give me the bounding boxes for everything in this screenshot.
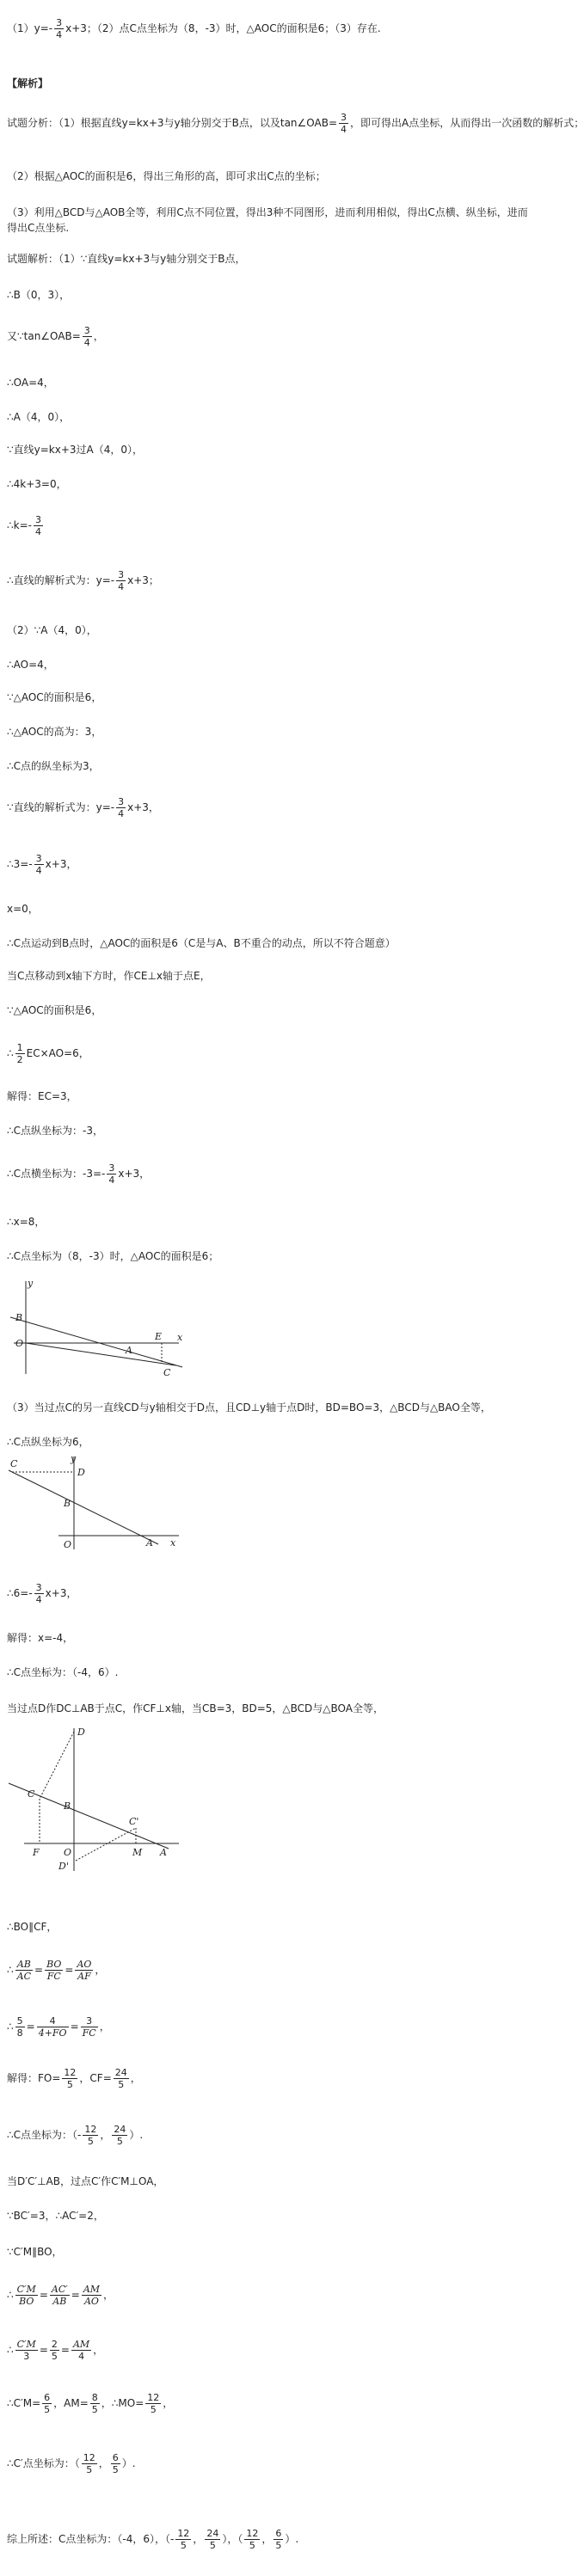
sol-24: ∴C点横坐标为：-3=- $\frac{3}{4}$ x+3， <box>7 1162 151 1186</box>
fig2-B: B <box>64 1498 71 1509</box>
part3c-8: ∵C′M∥BO， <box>7 2246 63 2258</box>
fig3-O: O <box>64 1847 72 1858</box>
fig1-O: O <box>15 1338 24 1349</box>
fig3-A: A <box>160 1847 167 1858</box>
sol-5: ∴A（4，0）， <box>7 411 71 423</box>
part3c-3: ∴ $\frac{5}{8}$ = $\frac{4}{4+FO}$ = $\frac{3}{FC}$ ， <box>7 2015 110 2039</box>
part3c-1: ∴BO∥CF， <box>7 1921 58 1933</box>
figure-1 <box>7 1276 192 1379</box>
analysis-3: （3）利用△BCD与△AOB全等，利用C点不同位置，得出3种不同图形，进而利用相似，得出C点横、纵坐标，进而得出C点坐标. <box>7 206 528 234</box>
sol-1: 试题解析：（1）∵直线y=kx+3与y轴分别交于B点， <box>7 253 246 265</box>
fig3-B: B <box>64 1800 71 1812</box>
fig2-D: D <box>77 1467 85 1478</box>
part3b-3: ∴C点坐标为：（-4，6）. <box>7 1666 119 1678</box>
fig2-C: C <box>10 1458 18 1469</box>
answer-line: （1）y=- $\frac{3}{4}$ x+3；（2）点C点坐标为（8，-3）时，△AOC的面积是6；（3）存在. <box>7 17 381 40</box>
fig3-M: M <box>132 1847 143 1858</box>
fig3-F: F <box>33 1847 40 1858</box>
part3-2: ∴C点纵坐标为6， <box>7 1436 89 1448</box>
fig1-A: A <box>126 1345 132 1356</box>
fig1-C: C <box>163 1367 171 1378</box>
fig3-D: D <box>77 1727 85 1738</box>
sol-14: ∴C点的纵坐标为3， <box>7 760 100 772</box>
sol-17: x=0， <box>7 903 39 915</box>
fig2-A: A <box>146 1537 153 1549</box>
sol-19: 当C点移动到x轴下方时，作CE⊥x轴于点E， <box>7 970 211 982</box>
sol-26: ∴C点坐标为（8，-3）时，△AOC的面积是6； <box>7 1250 219 1262</box>
sol-18: ∴C点运动到B点时，△AOC的面积是6（C是与A、B不重合的动点，所以不符合题意） <box>7 937 396 949</box>
part3c-10: ∴ $\frac{C'M}{3}$ = $\frac{2}{5}$ = $\frac{AM}{4}$ ， <box>7 2339 104 2362</box>
figure-2 <box>7 1453 192 1556</box>
sol-13: ∴△AOC的高为：3， <box>7 726 102 738</box>
part3b-2: 解得：x=-4， <box>7 1632 74 1644</box>
sol-11: ∴AO=4， <box>7 659 54 671</box>
part3c-12: ∴C′点坐标为：（ $\frac{12}{5}$ ， $\frac{6}{5}$ ）. <box>7 2452 136 2475</box>
fig1-B: B <box>15 1312 23 1323</box>
fig2-x: x <box>170 1537 176 1549</box>
sol-23: ∴C点纵坐标为：-3， <box>7 1125 103 1137</box>
part3-1: （3）当过点C的另一直线CD与y轴相交于D点，且CD⊥y轴于点D时，BD=BO=3，△BCD与△BAO全等， <box>7 1401 491 1414</box>
conclusion: 综上所述：C点坐标为：（-4，6），（- $\frac{12}{5}$ ， $\frac{24}{5}$ ），（ $\frac{12}{5}$ ， $\frac{6}{5}$ ）. <box>7 2528 299 2551</box>
sol-15: ∵直线的解析式为：y=- $\frac{3}{4}$ x+3， <box>7 796 159 819</box>
sol-16: ∴3=- $\frac{3}{4}$ x+3， <box>7 853 77 876</box>
fig3-C2: C' <box>129 1816 139 1827</box>
sol-20: ∵△AOC的面积是6， <box>7 1004 102 1016</box>
sol-22: 解得：EC=3， <box>7 1090 77 1102</box>
part3c-6: 当D′C′⊥AB，过点C′作C′M⊥OA， <box>7 2175 164 2187</box>
part3c-11: ∴C′M= $\frac{6}{5}$ ，AM= $\frac{8}{5}$ ，∴MO= $\frac{12}{5}$ ， <box>7 2392 174 2415</box>
sol-12: ∵△AOC的面积是6， <box>7 691 102 703</box>
sol-21: ∴ $\frac{1}{2}$ EC×AO=6， <box>7 1042 89 1065</box>
part3c-7: ∵BC′=3，∴AC′=2， <box>7 2210 104 2222</box>
part3b-1: ∴6=- $\frac{3}{4}$ x+3， <box>7 1582 77 1605</box>
sol-2: ∴B（0，3）， <box>7 289 71 301</box>
sol-25: ∴x=8， <box>7 1216 46 1228</box>
sol-8: ∴k=- $\frac{3}{4}$ <box>7 514 41 537</box>
fig1-E: E <box>155 1331 163 1342</box>
sol-7: ∴4k+3=0， <box>7 478 67 490</box>
fig1-y: y <box>28 1278 34 1289</box>
fig2-O: O <box>64 1539 72 1550</box>
part3c-9: ∴ $\frac{C'M}{BO}$ = $\frac{AC'}{AB}$ = $\frac{AM}{AO}$ ， <box>7 2284 114 2307</box>
sol-9: ∴直线的解析式为：y=- $\frac{3}{4}$ x+3； <box>7 569 159 592</box>
part3c-4: 解得：FO= $\frac{12}{5}$ ，CF= $\frac{24}{5}$ ， <box>7 2067 141 2090</box>
fig3-C: C <box>28 1788 35 1800</box>
sol-10: （2）∵A（4，0）， <box>7 624 97 636</box>
analysis-heading: 【解析】 <box>7 77 49 89</box>
part3c-5: ∴C点坐标为：（- $\frac{12}{5}$ ， $\frac{24}{5}$ ）. <box>7 2124 144 2147</box>
figure-3 <box>7 1721 196 1876</box>
fig3-D2: D' <box>58 1861 69 1872</box>
sol-3: 又∵tan∠OAB= $\frac{3}{4}$ ， <box>7 325 104 348</box>
analysis-2: （2）根据△AOC的面积是6，得出三角形的高，即可求出C点的坐标； <box>7 170 326 182</box>
part3b-4: 当过点D作DC⊥AB于点C，作CF⊥x轴，当CB=3，BD=5，△BCD与△BOA全等， <box>7 1702 384 1714</box>
sol-6: ∵直线y=kx+3过A（4，0）， <box>7 444 144 456</box>
fig1-x: x <box>177 1332 183 1343</box>
sol-4: ∴OA=4， <box>7 377 54 389</box>
analysis-1: 试题分析：（1）根据直线y=kx+3与y轴分别交于B点，以及tan∠OAB= $\frac{3}{4}$ ，即可得出A点坐标，从而得出一次函数的解析式； <box>7 112 584 135</box>
part3c-2: ∴ $\frac{AB}{AC}$ = $\frac{BO}{FC}$ = $\frac{AO}{AF}$ ， <box>7 1959 106 1982</box>
fig2-y: y <box>71 1453 77 1464</box>
